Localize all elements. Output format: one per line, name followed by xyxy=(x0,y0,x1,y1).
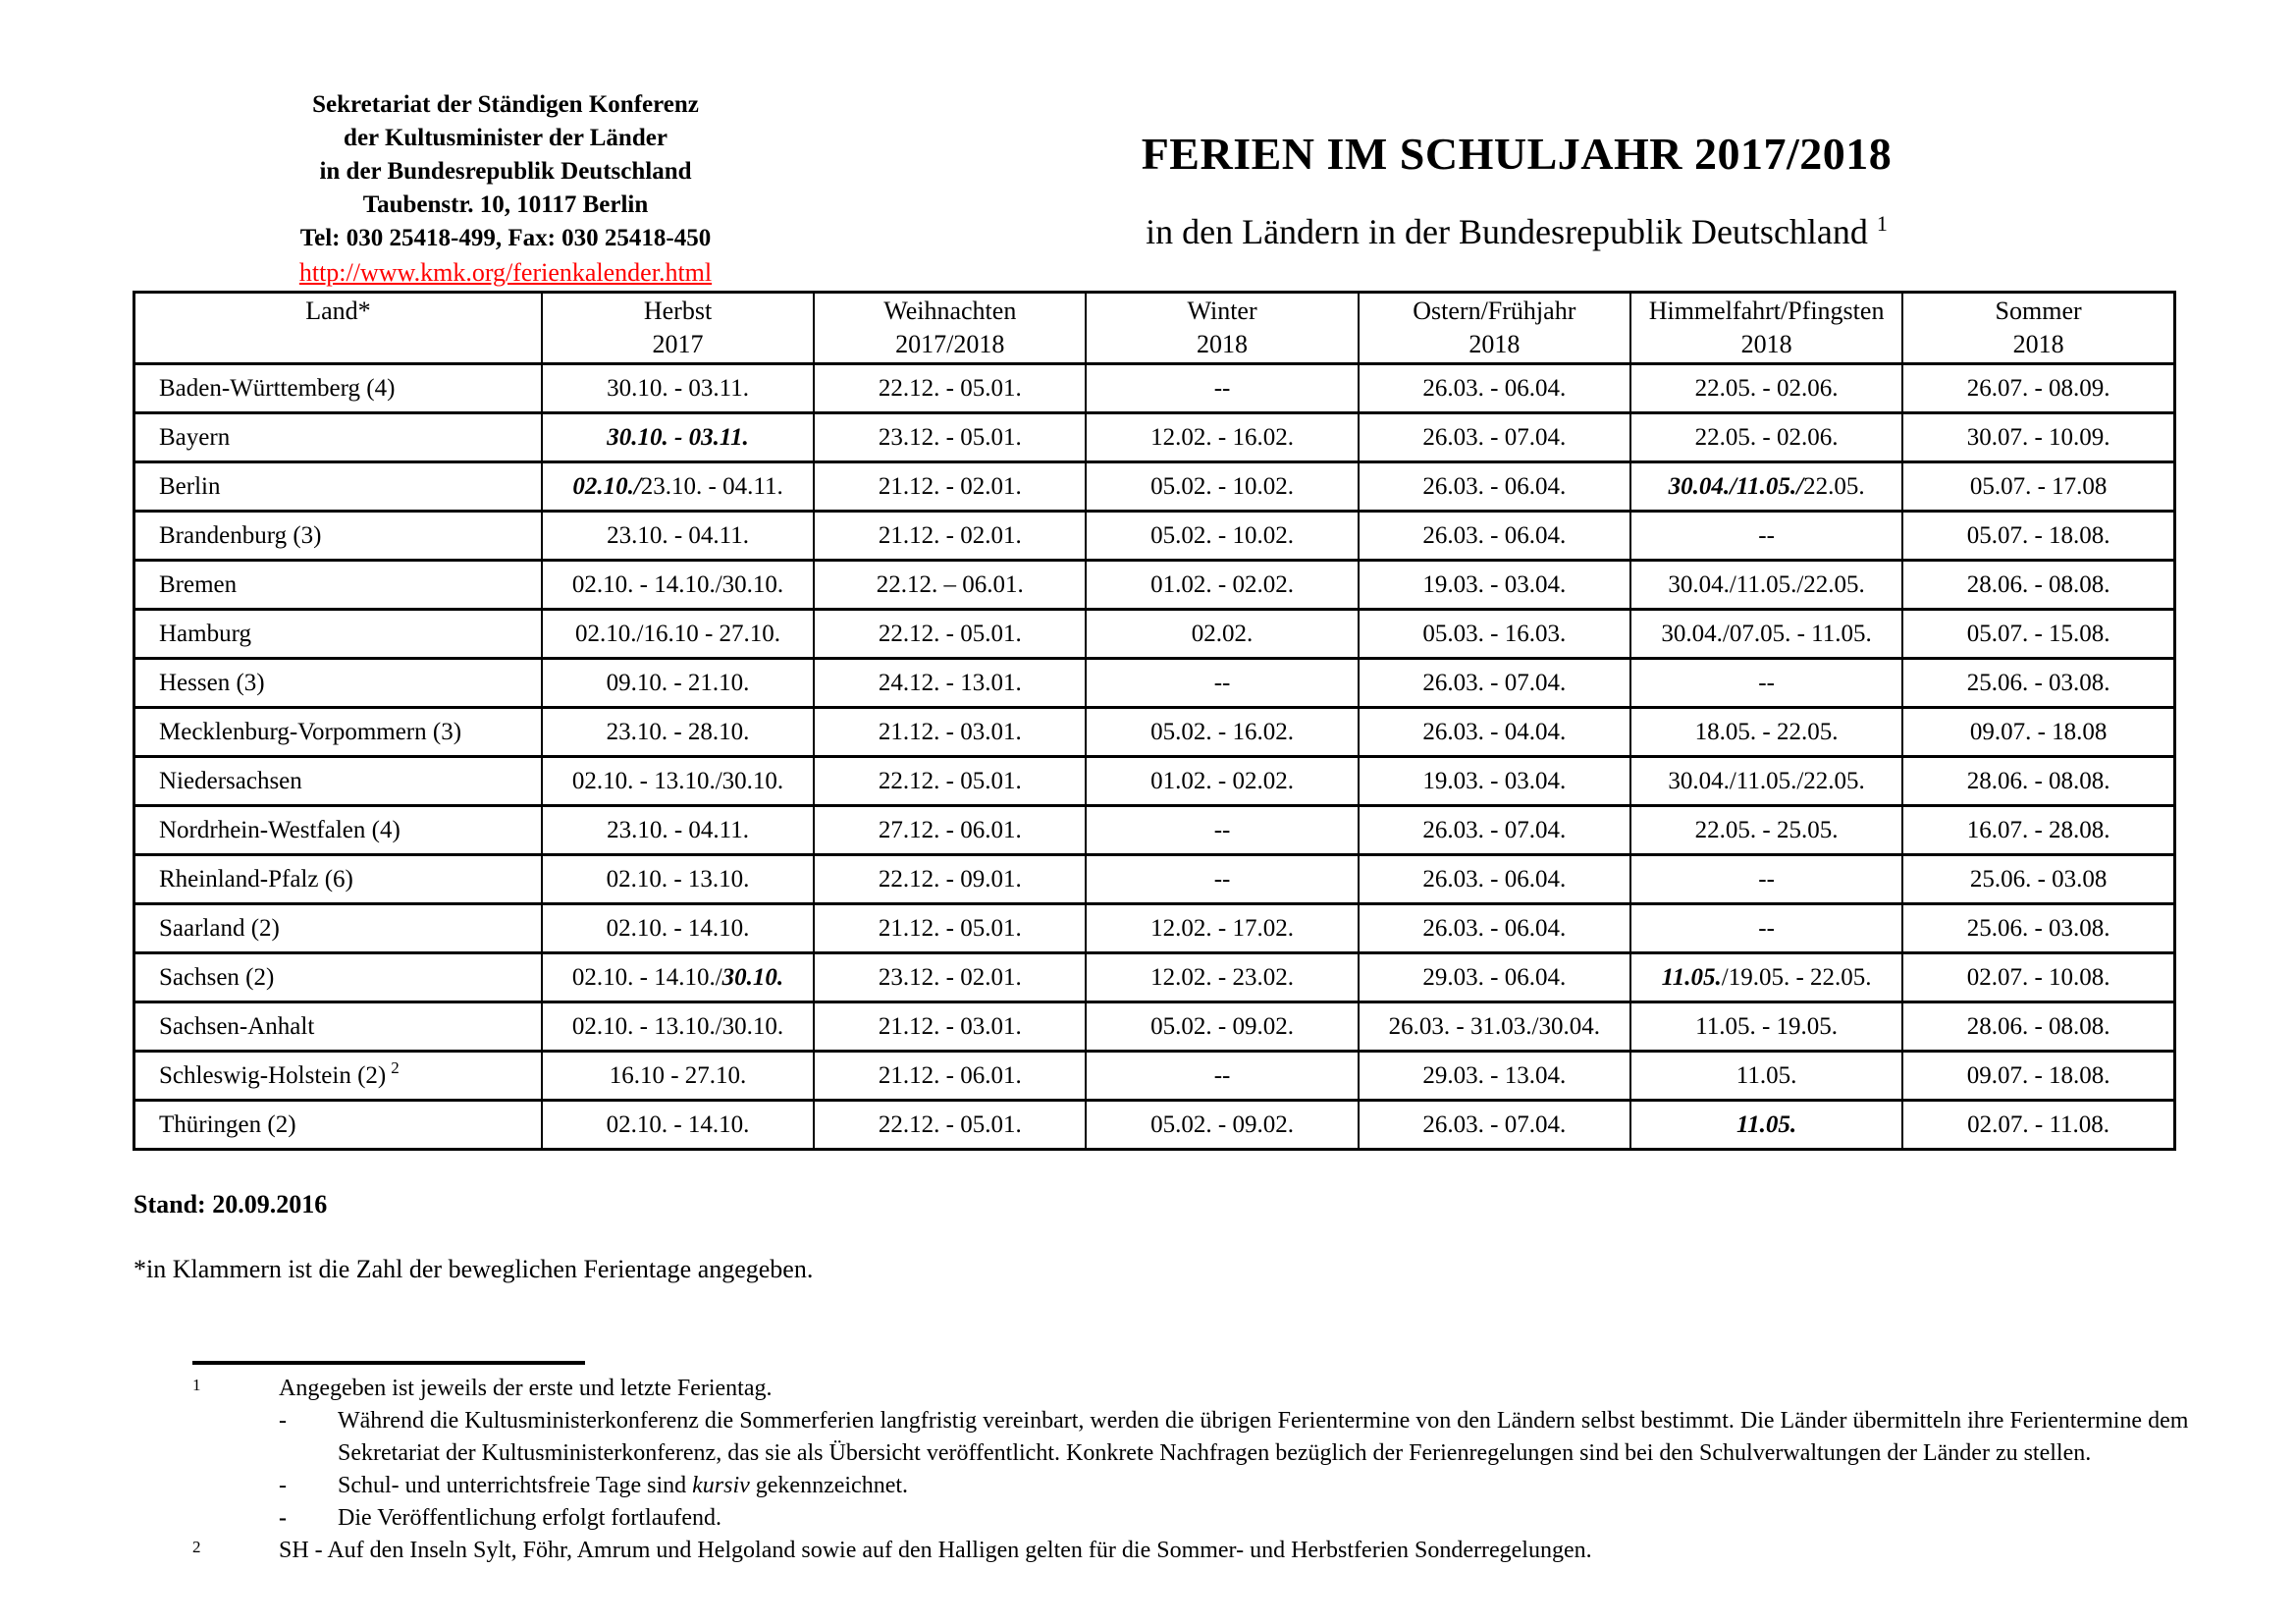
date-cell: -- xyxy=(1630,904,1902,953)
date-cell: 23.10. - 28.10. xyxy=(542,708,814,757)
table-row xyxy=(134,855,2175,904)
land-cell: Brandenburg (3) xyxy=(134,512,542,561)
date-cell: 02.10./16.10 - 27.10. xyxy=(542,610,814,659)
date-cell: 23.12. - 02.01. xyxy=(814,953,1086,1002)
column-header-sommer: Sommer 2018 xyxy=(1902,293,2174,364)
land-footnote-ref: 2 xyxy=(391,1058,400,1078)
date-cell: 12.02. - 17.02. xyxy=(1086,904,1358,953)
date-cell: 01.02. - 02.02. xyxy=(1086,561,1358,610)
date-cell: 28.06. - 08.08. xyxy=(1902,561,2174,610)
date-cell: 26.03. - 06.04. xyxy=(1359,462,1630,512)
date-cell: 22.12. - 09.01. xyxy=(814,855,1086,904)
date-cell: 29.03. - 13.04. xyxy=(1359,1052,1630,1101)
footnote-1-intro: Angegeben ist jeweils der erste und letzte Ferientag. xyxy=(279,1376,773,1401)
table-row xyxy=(134,462,2175,512)
date-cell: 21.12. - 05.01. xyxy=(814,904,1086,953)
holiday-table xyxy=(133,291,2176,1151)
table-row xyxy=(134,904,2175,953)
date-cell: 30.04./11.05./22.05. xyxy=(1630,462,1902,512)
date-cell: -- xyxy=(1630,855,1902,904)
sender-line: der Kultusminister der Länder xyxy=(344,125,667,151)
date-cell: -- xyxy=(1630,659,1902,708)
date-cell: 27.12. - 06.01. xyxy=(814,806,1086,855)
date-cell: 24.12. - 13.01. xyxy=(814,659,1086,708)
date-cell: 02.10. - 14.10./30.10. xyxy=(542,953,814,1002)
date-cell: 26.03. - 04.04. xyxy=(1359,708,1630,757)
date-cell: 02.10. - 14.10. xyxy=(542,904,814,953)
bullet-text: Während die Kultusministerkonferenz die Sommerferien langfristig vereinbart, werden die übrigen Ferientermine von den Ländern selbst bestimmt. Die Länder übermitteln ihre Ferientermine dem Sekretariat der Kultusministerkonferenz, das sie als Übersicht veröffentlicht. Konkrete Nachfragen bezüglich der Ferienregelungen sind bei den Schulverwaltungen der Länder zu stellen. xyxy=(338,1408,2189,1466)
land-cell: Baden-Württemberg (4) xyxy=(134,364,542,413)
date-cell: 30.04./11.05./22.05. xyxy=(1630,561,1902,610)
date-cell: 26.03. - 06.04. xyxy=(1359,512,1630,561)
date-cell: 11.05. - 19.05. xyxy=(1630,1002,1902,1052)
date-cell: 09.07. - 18.08. xyxy=(1902,1052,2174,1101)
table-row xyxy=(134,1052,2175,1101)
date-cell: 30.07. - 10.09. xyxy=(1902,413,2174,462)
date-cell: 01.02. - 02.02. xyxy=(1086,757,1358,806)
land-cell: Thüringen (2) xyxy=(134,1101,542,1150)
date-cell: 12.02. - 16.02. xyxy=(1086,413,1358,462)
land-cell: Bremen xyxy=(134,561,542,610)
footnote-2-text: SH - Auf den Inseln Sylt, Föhr, Amrum und Helgoland sowie auf den Halligen gelten für die Sommer- und Herbstferien Sonderregelungen. xyxy=(279,1538,1592,1563)
table-row xyxy=(134,364,2175,413)
date-cell: 16.07. - 28.08. xyxy=(1902,806,2174,855)
date-cell: 05.03. - 16.03. xyxy=(1359,610,1630,659)
footnote-1-marker: 1 xyxy=(192,1376,201,1394)
date-cell: 26.03. - 06.04. xyxy=(1359,904,1630,953)
land-cell: Rheinland-Pfalz (6) xyxy=(134,855,542,904)
date-cell: 09.10. - 21.10. xyxy=(542,659,814,708)
date-cell: -- xyxy=(1086,806,1358,855)
date-cell: 05.02. - 10.02. xyxy=(1086,462,1358,512)
table-row xyxy=(134,561,2175,610)
date-cell: 19.03. - 03.04. xyxy=(1359,757,1630,806)
date-cell: 26.03. - 07.04. xyxy=(1359,806,1630,855)
date-cell: 21.12. - 03.01. xyxy=(814,708,1086,757)
footnote-1-bullets xyxy=(279,1405,2200,1535)
date-cell: 23.12. - 05.01. xyxy=(814,413,1086,462)
land-cell: Hessen (3) xyxy=(134,659,542,708)
footnotes-block xyxy=(192,1373,2200,1567)
footnote-2-marker: 2 xyxy=(192,1538,201,1556)
date-cell: 22.05. - 02.06. xyxy=(1630,413,1902,462)
date-cell: 25.06. - 03.08 xyxy=(1902,855,2174,904)
date-cell: -- xyxy=(1086,364,1358,413)
date-cell: 25.06. - 03.08. xyxy=(1902,904,2174,953)
footnote-1-body xyxy=(279,1373,2200,1535)
land-cell: Nordrhein-Westfalen (4) xyxy=(134,806,542,855)
subtitle-text: in den Ländern in der Bundesrepublik Deutschland xyxy=(1146,212,1868,251)
land-cell: Saarland (2) xyxy=(134,904,542,953)
table-row xyxy=(134,1101,2175,1150)
date-cell: 22.12. – 06.01. xyxy=(814,561,1086,610)
table-row xyxy=(134,1002,2175,1052)
date-cell: 26.03. - 07.04. xyxy=(1359,659,1630,708)
date-cell: 30.10. - 03.11. xyxy=(542,364,814,413)
footnote-bullet xyxy=(279,1470,2200,1502)
date-cell: 02.07. - 10.08. xyxy=(1902,953,2174,1002)
date-cell: 28.06. - 08.08. xyxy=(1902,757,2174,806)
date-cell: 26.07. - 08.09. xyxy=(1902,364,2174,413)
land-cell: Sachsen (2) xyxy=(134,953,542,1002)
date-cell: 05.07. - 15.08. xyxy=(1902,610,2174,659)
sender-line: Sekretariat der Ständigen Konferenz xyxy=(312,91,699,118)
date-cell: 30.04./11.05./22.05. xyxy=(1630,757,1902,806)
date-cell: 22.12. - 05.01. xyxy=(814,757,1086,806)
date-cell: 12.02. - 23.02. xyxy=(1086,953,1358,1002)
date-cell: 26.03. - 06.04. xyxy=(1359,364,1630,413)
sender-line: Tel: 030 25418-499, Fax: 030 25418-450 xyxy=(299,225,712,251)
bullet-text: Die Veröffentlichung erfolgt fortlaufend. xyxy=(338,1505,721,1531)
ferienkalender-link[interactable]: http://www.kmk.org/ferienkalender.html xyxy=(298,258,713,287)
date-cell: 21.12. - 03.01. xyxy=(814,1002,1086,1052)
date-cell: 19.03. - 03.04. xyxy=(1359,561,1630,610)
date-cell: 09.07. - 18.08 xyxy=(1902,708,2174,757)
date-cell: 22.05. - 25.05. xyxy=(1630,806,1902,855)
date-cell: 28.06. - 08.08. xyxy=(1902,1002,2174,1052)
date-cell: 23.10. - 04.11. xyxy=(542,512,814,561)
column-header-land: Land* xyxy=(134,293,542,364)
date-cell: 02.10. - 13.10./30.10. xyxy=(542,1002,814,1052)
table-row xyxy=(134,610,2175,659)
date-cell: 21.12. - 02.01. xyxy=(814,462,1086,512)
land-cell: Mecklenburg-Vorpommern (3) xyxy=(134,708,542,757)
land-cell: Niedersachsen xyxy=(134,757,542,806)
column-header-weihnachten: Weihnachten 2017/2018 xyxy=(814,293,1086,364)
date-cell: -- xyxy=(1086,855,1358,904)
land-cell: Bayern xyxy=(134,413,542,462)
date-cell: 16.10 - 27.10. xyxy=(542,1052,814,1101)
asterisk-note: *in Klammern ist die Zahl der beweglichen Ferientage angegeben. xyxy=(133,1255,814,1283)
date-cell: 26.03. - 06.04. xyxy=(1359,855,1630,904)
table-row xyxy=(134,806,2175,855)
footnote-bullet xyxy=(279,1405,2200,1470)
date-cell: 02.10. - 13.10./30.10. xyxy=(542,757,814,806)
bullet-dash: - xyxy=(279,1408,287,1434)
table-row xyxy=(134,512,2175,561)
date-cell: 26.03. - 07.04. xyxy=(1359,413,1630,462)
table-row xyxy=(134,757,2175,806)
subtitle-footnote-ref: 1 xyxy=(1876,211,1888,236)
date-cell: 05.02. - 10.02. xyxy=(1086,512,1358,561)
holiday-table-body xyxy=(134,364,2175,1150)
date-cell: 30.10. - 03.11. xyxy=(542,413,814,462)
land-cell: Schleswig-Holstein (2) $^2$ xyxy=(134,1052,542,1101)
date-cell: 02.07. - 11.08. xyxy=(1902,1101,2174,1150)
table-row xyxy=(134,413,2175,462)
date-cell: 23.10. - 04.11. xyxy=(542,806,814,855)
date-cell: 05.02. - 16.02. xyxy=(1086,708,1358,757)
date-cell: 18.05. - 22.05. xyxy=(1630,708,1902,757)
column-header-herbst: Herbst 2017 xyxy=(542,293,814,364)
date-cell: -- xyxy=(1630,512,1902,561)
sender-block xyxy=(187,88,825,290)
date-cell: 22.05. - 02.06. xyxy=(1630,364,1902,413)
date-cell: 22.12. - 05.01. xyxy=(814,1101,1086,1150)
date-cell: 05.07. - 17.08 xyxy=(1902,462,2174,512)
footnote-bullet xyxy=(279,1502,2200,1535)
sender-line: Taubenstr. 10, 10117 Berlin xyxy=(362,191,649,218)
footnote-1 xyxy=(192,1373,2200,1535)
date-cell: 30.04./07.05. - 11.05. xyxy=(1630,610,1902,659)
header-row xyxy=(134,293,2175,364)
sender-line: in der Bundesrepublik Deutschland xyxy=(319,158,692,185)
land-cell: Sachsen-Anhalt xyxy=(134,1002,542,1052)
date-cell: 29.03. - 06.04. xyxy=(1359,953,1630,1002)
date-cell: 11.05./19.05. - 22.05. xyxy=(1630,953,1902,1002)
title-block xyxy=(883,128,2150,252)
date-cell: 11.05. xyxy=(1630,1052,1902,1101)
bullet-text: Schul- und unterrichtsfreie Tage sind kursiv gekennzeichnet. xyxy=(338,1473,909,1498)
date-cell: 02.10. - 14.10. xyxy=(542,1101,814,1150)
date-cell: 02.10./23.10. - 04.11. xyxy=(542,462,814,512)
date-cell: 02.02. xyxy=(1086,610,1358,659)
land-cell: Berlin xyxy=(134,462,542,512)
date-cell: 05.07. - 18.08. xyxy=(1902,512,2174,561)
page-subtitle xyxy=(883,211,2150,252)
land-cell: Hamburg xyxy=(134,610,542,659)
table-row xyxy=(134,708,2175,757)
date-cell: 26.03. - 31.03./30.04. xyxy=(1359,1002,1630,1052)
bullet-dash: - xyxy=(279,1505,287,1531)
date-cell: 21.12. - 02.01. xyxy=(814,512,1086,561)
date-cell: -- xyxy=(1086,1052,1358,1101)
date-cell: 05.02. - 09.02. xyxy=(1086,1002,1358,1052)
column-header-winter: Winter 2018 xyxy=(1086,293,1358,364)
column-header-himmelfahrt: Himmelfahrt/Pfingsten 2018 xyxy=(1630,293,1902,364)
date-cell: 02.10. - 14.10./30.10. xyxy=(542,561,814,610)
date-cell: 22.12. - 05.01. xyxy=(814,364,1086,413)
date-cell: 26.03. - 07.04. xyxy=(1359,1101,1630,1150)
table-row xyxy=(134,953,2175,1002)
page-title: FERIEN IM SCHULJAHR 2017/2018 xyxy=(1141,129,1893,179)
table-row xyxy=(134,659,2175,708)
date-cell: 02.10. - 13.10. xyxy=(542,855,814,904)
column-header-ostern: Ostern/Frühjahr 2018 xyxy=(1359,293,1630,364)
date-cell: 21.12. - 06.01. xyxy=(814,1052,1086,1101)
date-cell: 11.05. xyxy=(1630,1101,1902,1150)
footnote-2 xyxy=(192,1535,2200,1567)
bullet-dash: - xyxy=(279,1473,287,1498)
date-cell: -- xyxy=(1086,659,1358,708)
footnote-separator xyxy=(192,1361,585,1365)
stand-date: Stand: 20.09.2016 xyxy=(133,1190,328,1218)
date-cell: 22.12. - 05.01. xyxy=(814,610,1086,659)
date-cell: 25.06. - 03.08. xyxy=(1902,659,2174,708)
footnote-2-body xyxy=(279,1535,2200,1567)
date-cell: 05.02. - 09.02. xyxy=(1086,1101,1358,1150)
